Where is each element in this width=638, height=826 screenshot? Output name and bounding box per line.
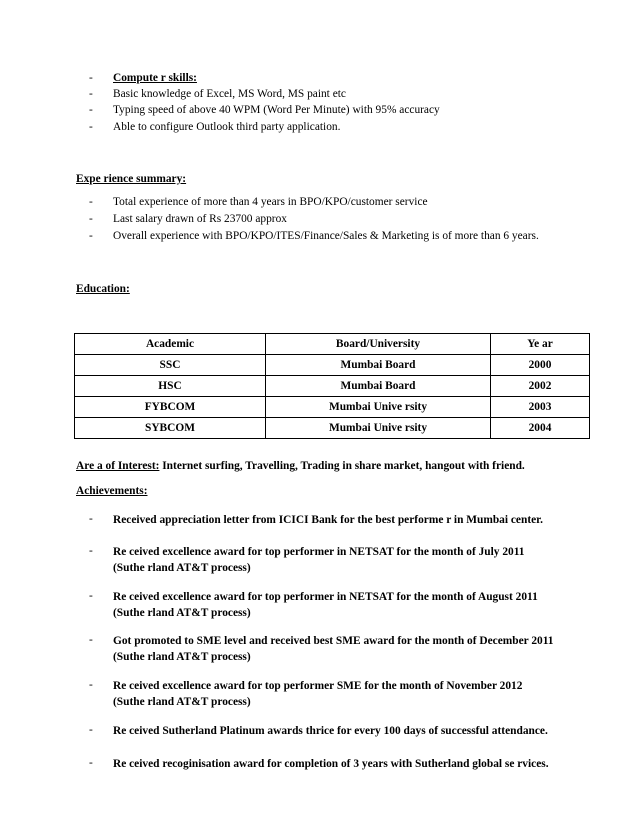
bullet-dash: -: [89, 196, 93, 208]
table-cell: Mumbai Board: [266, 376, 491, 397]
table-row: [75, 376, 590, 397]
bullet-dash: -: [89, 88, 93, 100]
column-header: Board/University: [266, 334, 491, 355]
table-cell: SYBCOM: [75, 418, 266, 439]
table-row: [75, 418, 590, 439]
interest-line: [76, 460, 525, 472]
table-cell: Mumbai Unive rsity: [266, 418, 491, 439]
bullet-dash: -: [89, 724, 93, 736]
achievement-line: Re ceived Sutherland Platinum awards thrice for every 100 days of successful attendance.: [113, 725, 548, 737]
achievement-line: Re ceived excellence award for top performer in NETSAT for the month of August 2011: [113, 591, 538, 603]
achievement-subline: (Suthe rland AT&T process): [113, 562, 251, 574]
list-item: Able to configure Outlook third party application.: [113, 121, 341, 133]
bullet-dash: -: [89, 513, 93, 525]
list-item: Typing speed of above 40 WPM (Word Per Minute) with 95% accuracy: [113, 104, 440, 116]
column-header: Ye ar: [491, 334, 590, 355]
bullet-dash: -: [89, 213, 93, 225]
interest-label: Are a of Interest:: [76, 460, 160, 472]
table-cell: 2004: [491, 418, 590, 439]
achievement-line: Re ceived excellence award for top performer SME for the month of November 2012: [113, 680, 523, 692]
education-table: [74, 333, 590, 439]
achievement-line: Received appreciation letter from ICICI Bank for the best performe r in Mumbai center.: [113, 514, 544, 526]
achievement-item: [113, 678, 522, 710]
achievement-subline: (Suthe rland AT&T process): [113, 607, 251, 619]
table-header-row: [75, 334, 590, 355]
bullet-dash: -: [89, 72, 93, 84]
experience-heading: Expe rience summary:: [76, 173, 187, 185]
interest-text: Internet surfing, Travelling, Trading in share market, hangout with friend.: [159, 460, 525, 472]
achievements-heading: Achievements:: [76, 485, 148, 497]
achievement-line: Re ceived excellence award for top performer in NETSAT for the month of July 2011: [113, 546, 525, 558]
achievement-line: Got promoted to SME level and received best SME award for the month of December 2011: [113, 635, 554, 647]
list-item: Last salary drawn of Rs 23700 approx: [113, 213, 287, 225]
bullet-dash: -: [89, 757, 93, 769]
bullet-dash: -: [89, 590, 93, 602]
table-cell: HSC: [75, 376, 266, 397]
achievement-line: Re ceived recoginisation award for completion of 3 years with Sutherland global se rvices.: [113, 758, 549, 770]
table-cell: FYBCOM: [75, 397, 266, 418]
list-item: Basic knowledge of Excel, MS Word, MS paint etc: [113, 88, 346, 100]
achievement-item: [113, 589, 538, 621]
table-cell: Mumbai Unive rsity: [266, 397, 491, 418]
bullet-dash: -: [89, 545, 93, 557]
achievement-item: [113, 512, 543, 528]
bullet-dash: -: [89, 121, 93, 133]
table-row: [75, 397, 590, 418]
achievement-item: [113, 544, 525, 576]
table-row: [75, 355, 590, 376]
achievement-item: [113, 756, 549, 772]
table-cell: 2002: [491, 376, 590, 397]
list-item: Total experience of more than 4 years in BPO/KPO/customer service: [113, 196, 428, 208]
table-cell: 2003: [491, 397, 590, 418]
achievement-item: [113, 633, 554, 665]
computer-skills-title: Compute r skills:: [113, 72, 197, 84]
table-cell: Mumbai Board: [266, 355, 491, 376]
table-cell: 2000: [491, 355, 590, 376]
achievement-item: [113, 723, 548, 739]
bullet-dash: -: [89, 230, 93, 242]
bullet-dash: -: [89, 104, 93, 116]
table-cell: SSC: [75, 355, 266, 376]
achievement-subline: (Suthe rland AT&T process): [113, 696, 251, 708]
column-header: Academic: [75, 334, 266, 355]
achievement-subline: (Suthe rland AT&T process): [113, 651, 251, 663]
list-item: Overall experience with BPO/KPO/ITES/Finance/Sales & Marketing is of more than 6 years.: [113, 230, 539, 242]
bullet-dash: -: [89, 679, 93, 691]
education-heading: Education:: [76, 283, 130, 295]
bullet-dash: -: [89, 634, 93, 646]
